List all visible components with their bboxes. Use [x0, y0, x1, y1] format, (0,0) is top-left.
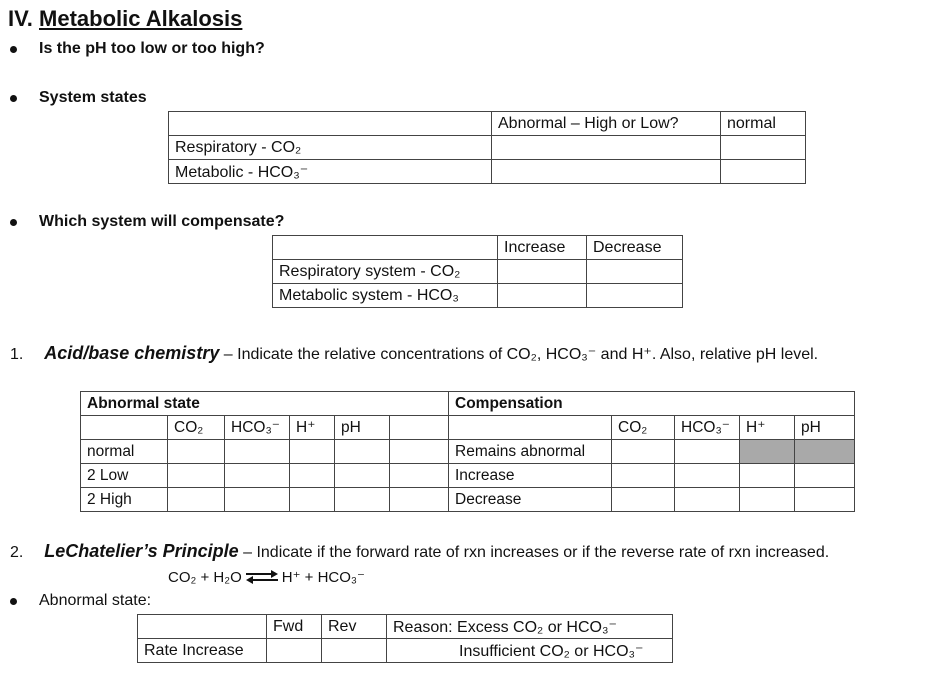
row-label-respiratory: Respiratory - CO₂: [169, 136, 492, 160]
bullet-icon: [10, 95, 17, 102]
bullet-compensate: [10, 213, 284, 231]
row-label-metabolic-system: Metabolic system - HCO₃: [273, 284, 498, 308]
table-cell: [81, 416, 168, 440]
bullet-ph-question: [10, 40, 265, 58]
table-cell[interactable]: [498, 260, 587, 284]
table-cell[interactable]: [795, 464, 855, 488]
table-cell[interactable]: [225, 440, 290, 464]
row-label-respiratory-system: Respiratory system - CO₂: [273, 260, 498, 284]
bullet-text: System states: [39, 89, 147, 106]
row-label-metabolic: Metabolic - HCO₃⁻: [169, 160, 492, 184]
section-numeral: IV.: [8, 6, 33, 31]
reason-line-1: Reason: Excess CO₂ or HCO₃⁻: [387, 615, 673, 639]
header-decrease: Decrease: [587, 236, 683, 260]
item-number: 2.: [10, 544, 24, 561]
item-heading: LeChatelier’s Principle: [44, 541, 239, 561]
bullet-icon: [10, 46, 17, 53]
table-cell[interactable]: [721, 160, 806, 184]
table-cell[interactable]: [675, 440, 740, 464]
table-cell[interactable]: [390, 464, 449, 488]
row-label: 2 High: [81, 488, 168, 512]
table-cell[interactable]: [587, 284, 683, 308]
table-cell[interactable]: [335, 440, 390, 464]
col-header: HCO₃⁻: [675, 416, 740, 440]
table-cell[interactable]: [498, 284, 587, 308]
table-cell: [273, 236, 498, 260]
item-acid-base: [10, 343, 818, 364]
table-cell[interactable]: [587, 260, 683, 284]
col-header: pH: [335, 416, 390, 440]
bullet-system-states: [10, 89, 147, 107]
table-cell[interactable]: [612, 464, 675, 488]
section-title-text: Metabolic Alkalosis: [39, 6, 243, 31]
table-cell[interactable]: [740, 488, 795, 512]
header-abnormal-state: Abnormal state: [81, 392, 449, 416]
table-cell[interactable]: [675, 488, 740, 512]
equation-left: CO₂ + H₂O: [168, 568, 242, 586]
shaded-cell: [795, 440, 855, 464]
rate-table: [137, 614, 673, 663]
compensation-system-table: [272, 235, 683, 308]
table-cell: [138, 615, 267, 639]
chemistry-table: [80, 391, 855, 512]
bullet-icon: [10, 598, 17, 605]
row-label: 2 Low: [81, 464, 168, 488]
table-cell[interactable]: [612, 488, 675, 512]
header-compensation: Compensation: [449, 392, 855, 416]
col-header: CO₂: [168, 416, 225, 440]
header-abnormal: Abnormal – High or Low?: [492, 112, 721, 136]
system-states-table: [168, 111, 806, 184]
bullet-text: Is the pH too low or too high?: [39, 40, 265, 57]
table-cell[interactable]: [390, 488, 449, 512]
table-cell[interactable]: [612, 440, 675, 464]
row-label: Decrease: [449, 488, 612, 512]
table-cell[interactable]: [492, 160, 721, 184]
row-label: Remains abnormal: [449, 440, 612, 464]
table-cell[interactable]: [322, 639, 387, 663]
reason-line-2: Insufficient CO₂ or HCO₃⁻: [387, 639, 673, 663]
bullet-icon: [10, 219, 17, 226]
table-cell[interactable]: [290, 488, 335, 512]
table-cell[interactable]: [721, 136, 806, 160]
bullet-text: Which system will compensate?: [39, 213, 285, 230]
header-fwd: Fwd: [267, 615, 322, 639]
header-increase: Increase: [498, 236, 587, 260]
table-cell[interactable]: [225, 464, 290, 488]
table-cell[interactable]: [168, 488, 225, 512]
item-lechatelier: [10, 541, 829, 562]
table-cell[interactable]: [335, 488, 390, 512]
col-header: H⁺: [740, 416, 795, 440]
col-header: H⁺: [290, 416, 335, 440]
table-cell[interactable]: [740, 464, 795, 488]
col-header: CO₂: [612, 416, 675, 440]
row-label: normal: [81, 440, 168, 464]
header-normal: normal: [721, 112, 806, 136]
table-cell[interactable]: [168, 440, 225, 464]
table-cell: [449, 416, 612, 440]
table-cell[interactable]: [795, 488, 855, 512]
shaded-cell: [740, 440, 795, 464]
section-title: [8, 6, 242, 32]
equilibrium-equation: [168, 568, 365, 586]
table-cell[interactable]: [675, 464, 740, 488]
item-number: 1.: [10, 346, 24, 363]
header-rev: Rev: [322, 615, 387, 639]
table-cell[interactable]: [390, 440, 449, 464]
col-header: pH: [795, 416, 855, 440]
equation-right: H⁺ + HCO₃⁻: [281, 569, 365, 586]
table-cell[interactable]: [168, 464, 225, 488]
table-cell[interactable]: [290, 440, 335, 464]
table-cell: [390, 416, 449, 440]
row-label: Increase: [449, 464, 612, 488]
table-cell[interactable]: [267, 639, 322, 663]
table-cell: [169, 112, 492, 136]
bullet-abnormal-state: [10, 592, 151, 610]
table-cell[interactable]: [290, 464, 335, 488]
equilibrium-arrows-icon: [245, 570, 279, 584]
row-label-rate-increase: Rate Increase: [138, 639, 267, 663]
table-cell[interactable]: [225, 488, 290, 512]
col-header: HCO₃⁻: [225, 416, 290, 440]
bullet-text: Abnormal state:: [39, 592, 152, 609]
item-text: – Indicate the relative concentrations of CO₂, HCO₃⁻ and H⁺. Also, relative pH level.: [219, 346, 819, 363]
item-text: – Indicate if the forward rate of rxn increases or if the reverse rate of rxn increased.: [238, 544, 830, 561]
item-heading: Acid/base chemistry: [44, 343, 220, 363]
table-cell[interactable]: [492, 136, 721, 160]
table-cell[interactable]: [335, 464, 390, 488]
